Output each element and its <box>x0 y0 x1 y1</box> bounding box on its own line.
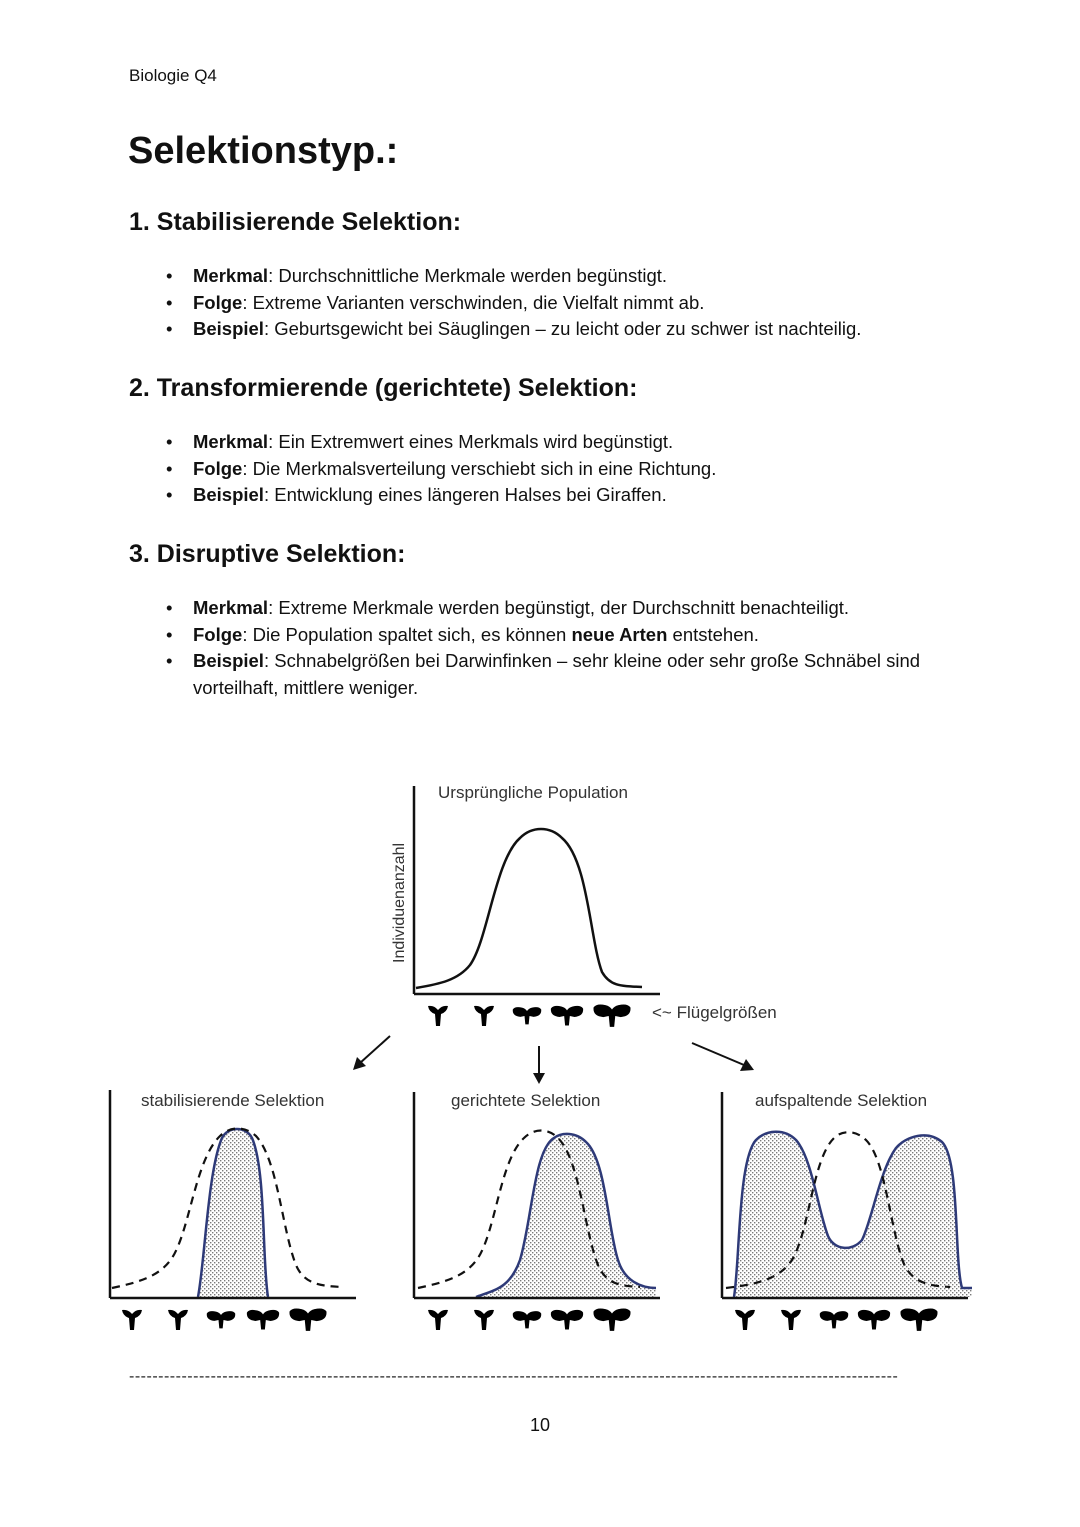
list-item: • Folge: Die Population spaltet sich, es können neue Arten entstehen. <box>193 622 969 649</box>
wing-icon <box>593 1308 630 1330</box>
wing-size-icons <box>735 1308 938 1330</box>
page-number: 10 <box>529 1415 551 1435</box>
wing-icon <box>551 1310 583 1330</box>
wing-icon <box>168 1310 188 1330</box>
bullet-list <box>129 429 969 509</box>
panel-aufspaltend <box>722 1091 972 1331</box>
wing-icon <box>551 1006 583 1026</box>
selection-diagram <box>0 740 1080 1360</box>
wing-icon <box>122 1310 142 1330</box>
list-item: • Beispiel: Entwicklung eines längeren Halses bei Giraffen. <box>193 482 969 509</box>
arrow-left <box>360 1036 390 1063</box>
wing-icon <box>900 1308 937 1330</box>
list-item: • Merkmal: Extreme Merkmale werden begünstigt, der Durchschnitt benachteiligt. <box>193 595 969 622</box>
y-axis-label: Individuenanzahl <box>391 842 408 963</box>
arrows <box>353 1036 754 1084</box>
wing-icon <box>289 1308 326 1330</box>
bullet-list <box>129 595 969 701</box>
section-heading: 1. Stabilisierende Selektion: <box>129 208 462 236</box>
wing-icon <box>858 1310 890 1330</box>
page-header: Biologie Q4 <box>129 66 217 85</box>
wing-icon <box>513 1311 541 1328</box>
original-population-title: Ursprüngliche Population <box>438 783 628 802</box>
selected-area <box>734 1132 972 1297</box>
x-axis-label: <~ Flügelgrößen <box>652 1003 777 1022</box>
bullet-list <box>129 263 969 343</box>
panel-title: stabilisierende Selektion <box>141 1091 325 1110</box>
page-title: Selektionstyp.: <box>128 130 399 172</box>
section-heading: 2. Transformierende (gerichtete) Selektion: <box>129 374 638 402</box>
wing-icon <box>593 1004 630 1026</box>
original-population-plot <box>391 783 777 1027</box>
list-item: • Folge: Die Merkmalsverteilung verschiebt sich in eine Richtung. <box>193 456 969 483</box>
arrow-right <box>692 1043 744 1065</box>
panel-stabilisierend <box>110 1090 356 1331</box>
selected-area <box>476 1134 656 1297</box>
wing-icon <box>207 1311 235 1328</box>
population-curve <box>416 829 642 988</box>
section-gerichtet <box>129 374 969 509</box>
wing-size-icons <box>122 1308 327 1330</box>
list-item: • Merkmal: Durchschnittliche Merkmale werden begünstigt. <box>193 263 969 290</box>
panel-title: aufspaltende Selektion <box>755 1091 928 1110</box>
wing-size-icons <box>428 1308 631 1330</box>
wing-icon <box>428 1006 448 1026</box>
section-disruptiv <box>129 540 969 701</box>
wing-icon <box>474 1006 494 1026</box>
panel-title: gerichtete Selektion <box>451 1091 601 1110</box>
wing-icon <box>735 1310 755 1330</box>
arrow-down-head <box>533 1073 545 1084</box>
list-item: • Merkmal: Ein Extremwert eines Merkmals wird begünstigt. <box>193 429 969 456</box>
wing-icon <box>820 1311 848 1328</box>
wing-size-icons <box>428 1004 631 1026</box>
panel-gerichtet <box>414 1091 660 1331</box>
divider-line: ------------------------------------------------------------------------------------------------------------------------------------ <box>129 1368 899 1385</box>
wing-icon <box>247 1310 279 1330</box>
list-item: • Beispiel: Schnabelgrößen bei Darwinfinken – sehr kleine oder sehr große Schnäbel sind vorteilhaft, mittlere weniger. <box>193 648 969 701</box>
wing-icon <box>474 1310 494 1330</box>
list-item: • Folge: Extreme Varianten verschwinden, die Vielfalt nimmt ab. <box>193 290 969 317</box>
section-stabilisierend <box>129 208 969 343</box>
section-heading: 3. Disruptive Selektion: <box>129 540 406 568</box>
wing-icon <box>781 1310 801 1330</box>
list-item: • Beispiel: Geburtsgewicht bei Säuglingen – zu leicht oder zu schwer ist nachteilig. <box>193 316 969 343</box>
wing-icon <box>428 1310 448 1330</box>
wing-icon <box>513 1007 541 1024</box>
